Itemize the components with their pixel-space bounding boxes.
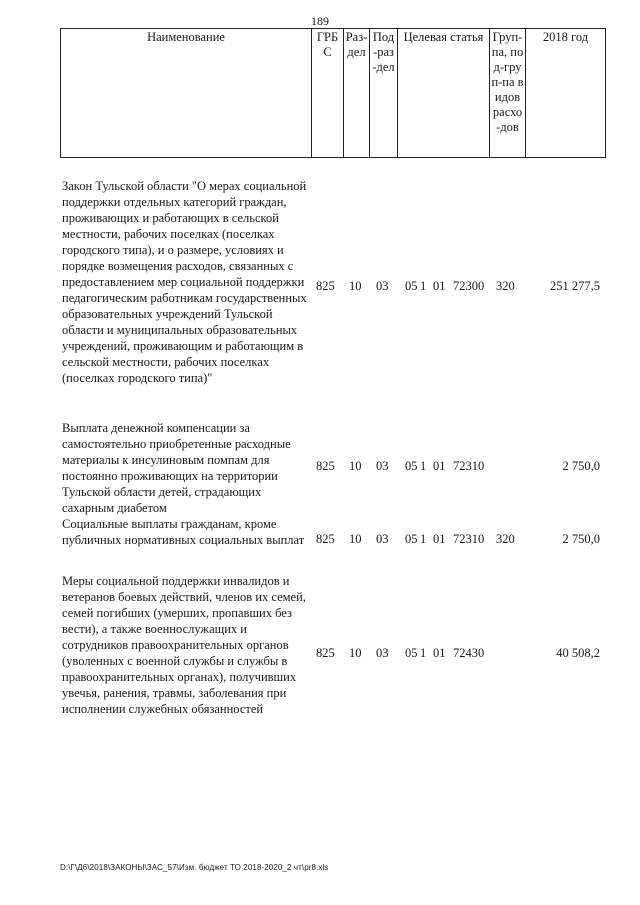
page-number: 189: [311, 14, 329, 28]
row-amount: 2 750,0: [562, 459, 600, 473]
row-razdel: 10: [349, 279, 362, 293]
row-target-event: 01: [433, 279, 446, 293]
row-razdel: 10: [349, 646, 362, 660]
row-grbs: 825: [316, 279, 335, 293]
row-name: Выплата денежной компенсации за самостоятельно приобретенные расходные материалы к инсулиновым помпам для постоянно проживающих на территории Тульской области детей, страдающих сахарным диабетом: [62, 421, 291, 515]
row-target-subprogram: 1: [420, 279, 427, 293]
row-name: Социальные выплаты гражданам, кроме публичных нормативных социальных выплат: [62, 517, 305, 547]
row-target-event: 01: [433, 646, 446, 660]
row-target-program: 05: [405, 646, 418, 660]
row-target-program: 05: [405, 532, 418, 546]
row-target-code: 72310: [453, 459, 485, 473]
row-expense-group: 320: [496, 532, 515, 546]
header-target-article: Целевая статья: [398, 29, 490, 158]
row-target-code: 72310: [453, 532, 485, 546]
row-podrazdel: 03: [376, 279, 389, 293]
row-target-code: 72300: [453, 279, 485, 293]
row-target-program: 05: [405, 459, 418, 473]
row-target-subprogram: 1: [420, 459, 427, 473]
row-target-program: 05: [405, 279, 418, 293]
header-expense-group: Груп-па, под-груп-па видов расхо-дов: [490, 29, 526, 158]
row-target-subprogram: 1: [420, 646, 427, 660]
row-name: Меры социальной поддержки инвалидов и ветеранов боевых действий, членов их семей, семей погибших (умерших, пропавших без вести), а также военнослужащих и сотрудников правоохранительных органов (уволенных с военной службы и службы в правоохранительных органах), получивших увечья, ранения, травмы, заболевания при исполнении служебных обязанностей: [62, 574, 306, 716]
table-header: [60, 28, 606, 158]
row-grbs: 825: [316, 459, 335, 473]
row-name: Закон Тульской области "О мерах социальной поддержки отдельных категорий граждан, проживающих и работающих в сельской местности, рабочих поселках (поселках городского типа), и о размере, условиях и порядке возмещения расходов, связанных с предоставлением мер социальной поддержки педагогическим работникам государственных образовательных учреждений Тульской области и муниципальных образовательных учреждений, проживающим и работающим в сельской местности, рабочих поселках (поселках городского типа)": [62, 179, 307, 385]
header-year-2018: 2018 год: [526, 29, 606, 158]
row-target-code: 72430: [453, 646, 485, 660]
row-expense-group: 320: [496, 279, 515, 293]
row-amount: 251 277,5: [550, 279, 600, 293]
row-razdel: 10: [349, 459, 362, 473]
row-amount: 2 750,0: [562, 532, 600, 546]
header-podrazdel: Под-раз-дел: [370, 29, 398, 158]
row-podrazdel: 03: [376, 532, 389, 546]
row-grbs: 825: [316, 532, 335, 546]
file-path-footer: D:\Г\Д6\2018\ЗАКОНЫ\ЗАС_57\Изм. бюджет ТО 2018-2020_2 чт\pr8.xls: [60, 863, 329, 872]
row-target-event: 01: [433, 459, 446, 473]
row-target-event: 01: [433, 532, 446, 546]
header-name: Наименование: [61, 29, 312, 158]
header-grbs: ГРБС: [312, 29, 344, 158]
row-amount: 40 508,2: [556, 646, 600, 660]
header-razdel: Раз-дел: [344, 29, 370, 158]
row-podrazdel: 03: [376, 646, 389, 660]
row-razdel: 10: [349, 532, 362, 546]
row-grbs: 825: [316, 646, 335, 660]
row-podrazdel: 03: [376, 459, 389, 473]
row-target-subprogram: 1: [420, 532, 427, 546]
